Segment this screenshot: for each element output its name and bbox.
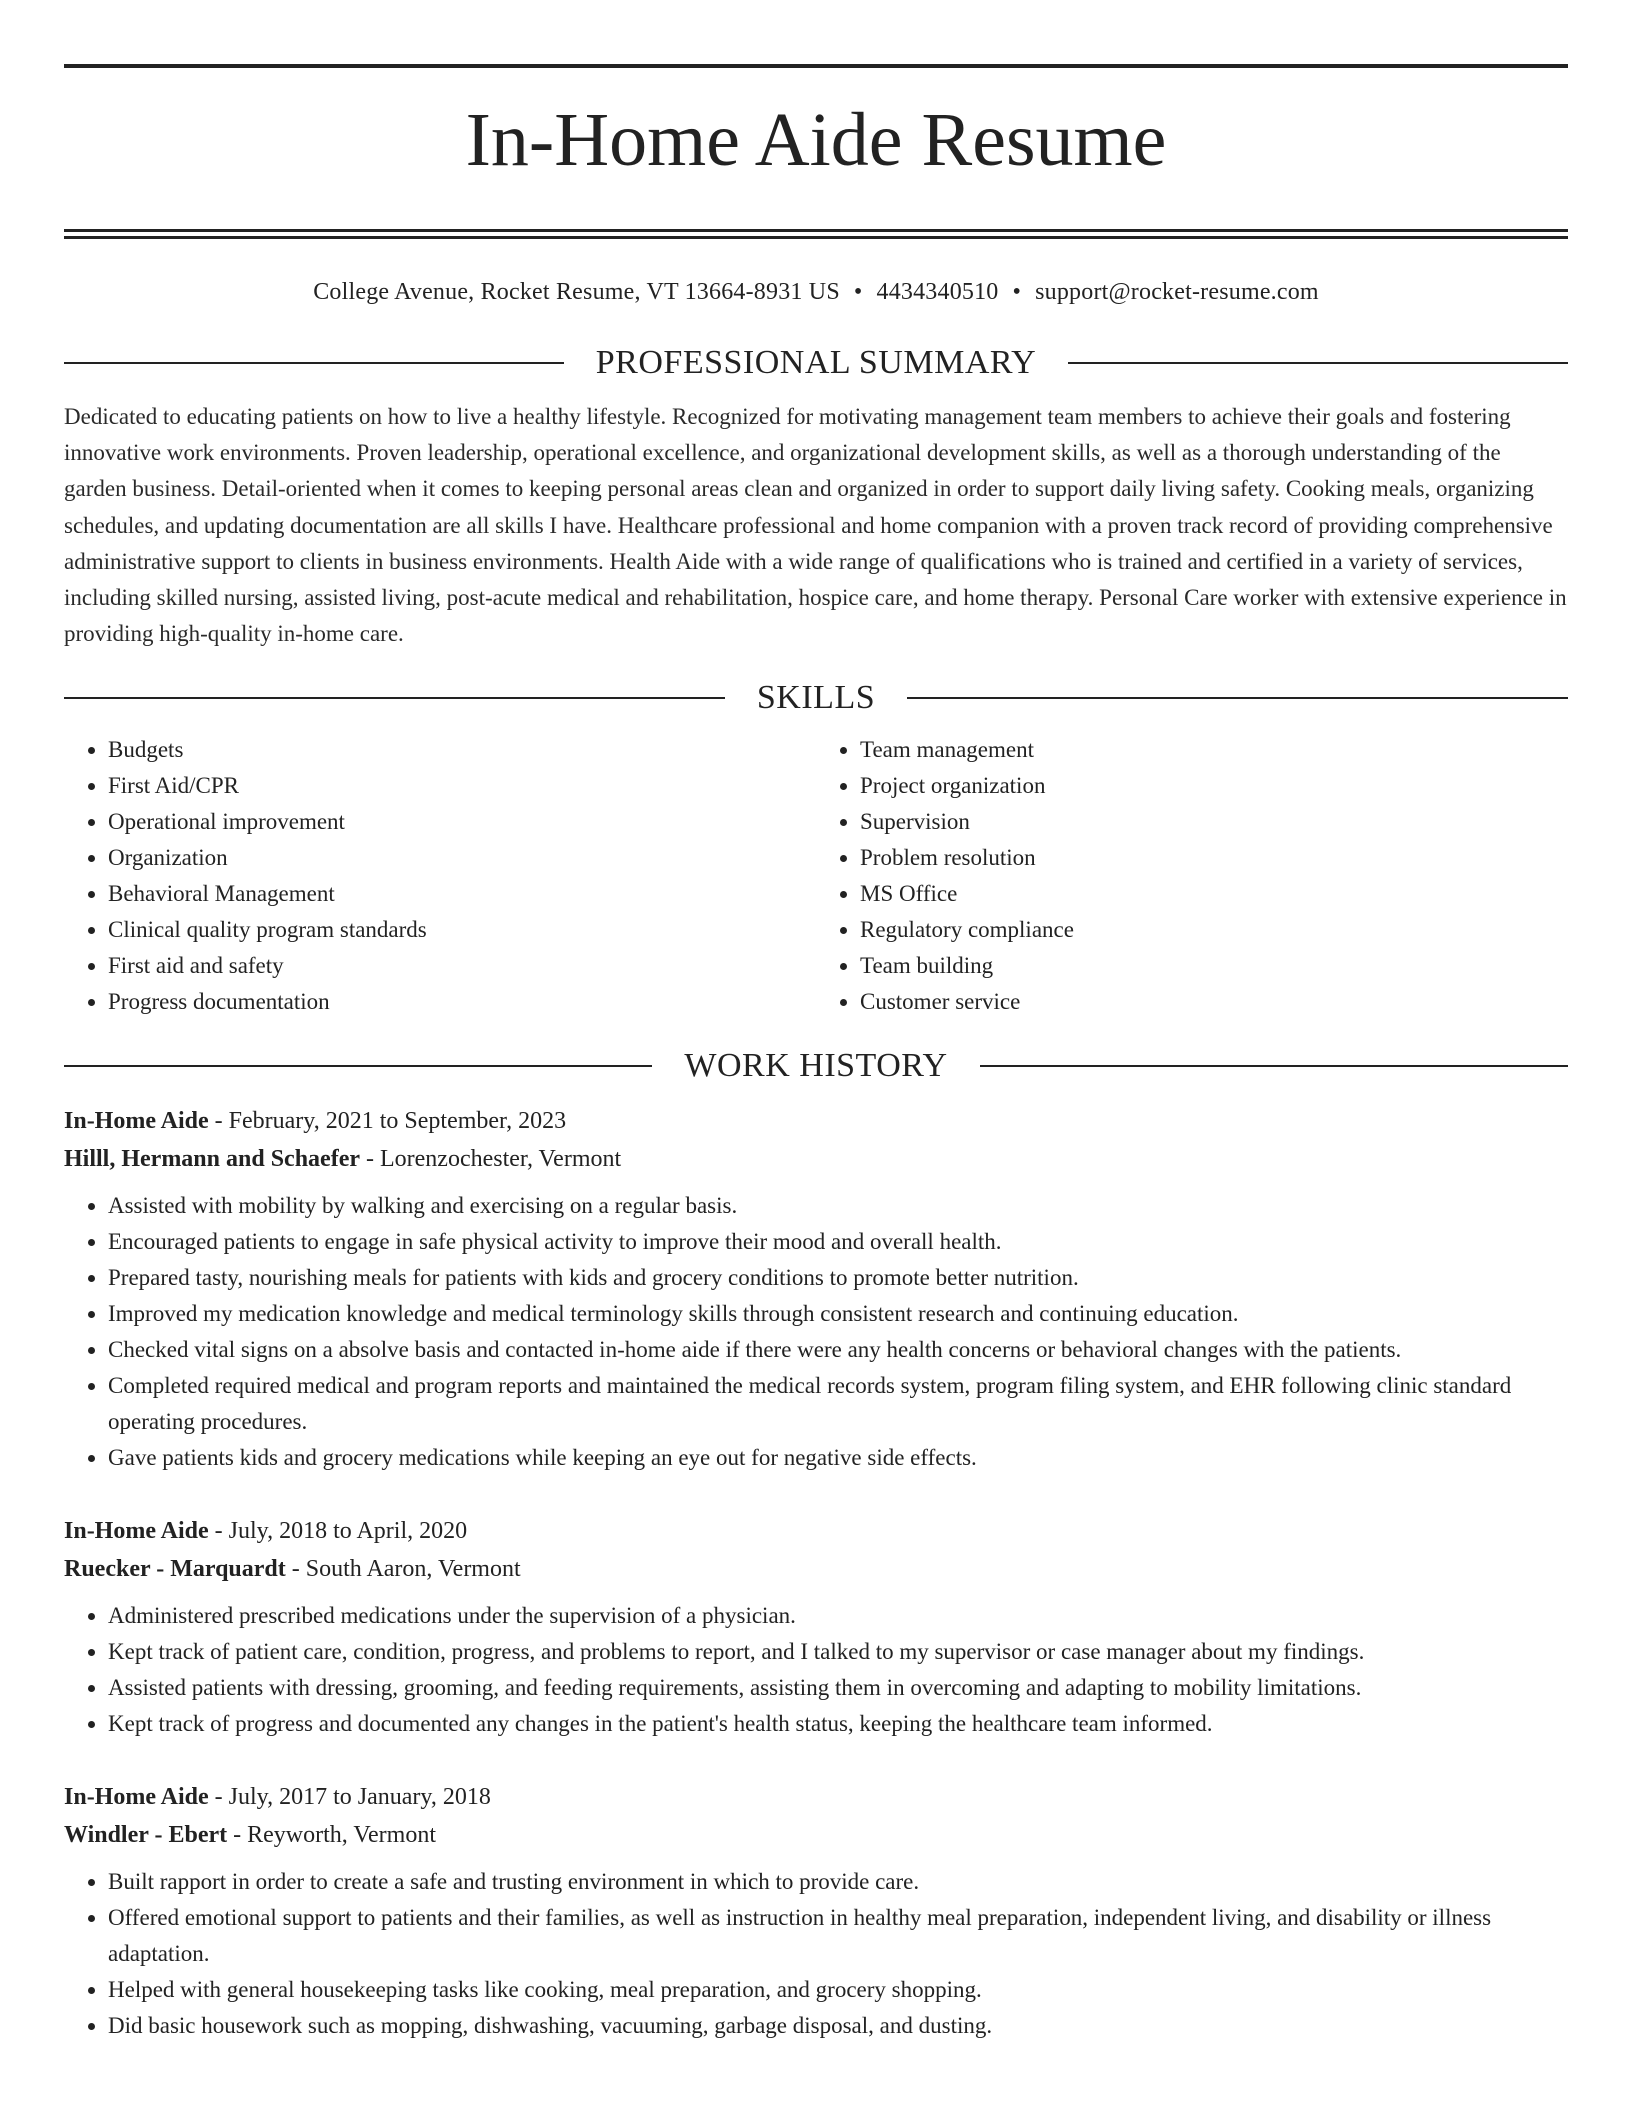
job-company-line	[64, 1816, 1568, 1854]
job-entry	[64, 1102, 1568, 1476]
job-bullet: • Kept track of patient care, condition, progress, and problems to report, and I talked to my supervisor or case manager about my findings.	[108, 1634, 1568, 1670]
job-bullet: • Gave patients kids and grocery medications while keeping an eye out for negative side effects.	[108, 1440, 1568, 1476]
job-entry	[64, 1778, 1568, 2044]
contact-email: support@rocket-resume.com	[1035, 278, 1319, 305]
contact-address: College Avenue, Rocket Resume, VT 13664-8931 US	[313, 278, 840, 305]
job-location: - Reyworth, Vermont	[227, 1822, 436, 1849]
skill-item: • First aid and safety	[108, 948, 816, 984]
skill-item: • Progress documentation	[108, 984, 816, 1020]
job-dates: - July, 2018 to April, 2020	[208, 1518, 468, 1545]
skills-heading	[64, 678, 1568, 718]
job-bullet: • Assisted patients with dressing, grooming, and feeding requirements, assisting them in overcoming and adapting to mobility limitations.	[108, 1670, 1568, 1706]
job-bullet: • Prepared tasty, nourishing meals for patients with kids and grocery conditions to promote better nutrition.	[108, 1260, 1568, 1296]
job-bullets	[64, 1598, 1568, 1742]
heading-rule-right	[1068, 362, 1568, 364]
skill-item: • Supervision	[860, 804, 1568, 840]
skill-item: • Regulatory compliance	[860, 912, 1568, 948]
skill-item: • Team management	[860, 732, 1568, 768]
contact-line	[64, 277, 1568, 307]
job-bullets	[64, 1864, 1568, 2044]
job-company: Hilll, Hermann and Schaefer	[64, 1146, 360, 1173]
skill-item: • MS Office	[860, 876, 1568, 912]
skill-item: • Operational improvement	[108, 804, 816, 840]
job-bullet: • Assisted with mobility by walking and exercising on a regular basis.	[108, 1188, 1568, 1224]
skill-item: • Customer service	[860, 984, 1568, 1020]
job-bullets	[64, 1188, 1568, 1476]
heading-rule-right	[907, 697, 1568, 699]
job-bullet: • Encouraged patients to engage in safe physical activity to improve their mood and overall health.	[108, 1224, 1568, 1260]
job-title: In-Home Aide	[64, 1784, 209, 1811]
skill-item: • First Aid/CPR	[108, 768, 816, 804]
skill-item: • Team building	[860, 948, 1568, 984]
page-title: In-Home Aide Resume	[465, 98, 1167, 182]
job-bullet: • Improved my medication knowledge and medical terminology skills through consistent research and continuing education.	[108, 1296, 1568, 1332]
skills-column-right	[816, 732, 1568, 1020]
skill-item: • Organization	[108, 840, 816, 876]
job-bullet: • Completed required medical and program reports and maintained the medical records system, program filing system, and EHR following clinic standard operating procedures.	[108, 1368, 1568, 1440]
job-company: Ruecker - Marquardt	[64, 1556, 286, 1583]
job-entry	[64, 1512, 1568, 1742]
job-title: In-Home Aide	[64, 1518, 209, 1545]
heading-rule-right	[980, 1065, 1568, 1067]
summary-heading	[64, 343, 1568, 383]
work-heading	[64, 1046, 1568, 1086]
skill-item: • Problem resolution	[860, 840, 1568, 876]
contact-separator: •	[1012, 278, 1022, 305]
job-bullet: • Built rapport in order to create a safe and trusting environment in which to provide care.	[108, 1864, 1568, 1900]
job-bullet: • Helped with general housekeeping tasks like cooking, meal preparation, and grocery shopping.	[108, 1972, 1568, 2008]
contact-separator: •	[853, 278, 863, 305]
summary-text: Dedicated to educating patients on how to live a healthy lifestyle. Recognized for motivating management team members to achieve their goals and fostering innovative work environments. Proven leadership, operational excellence, and organizational development skills, as well as a thorough understanding of the garden business. Detail-oriented when it comes to keeping personal areas clean and organized in order to support daily living safety. Cooking meals, organizing schedules, and updating documentation are all skills I have. Healthcare professional and home companion with a proven track record of providing comprehensive administrative support to clients in business environments. Health Aide with a wide range of qualifications who is trained and certified in a variety of services, including skilled nursing, assisted living, post-acute medical and rehabilitation, hospice care, and home therapy. Personal Care worker with extensive experience in providing high-quality in-home care.	[64, 403, 1567, 647]
job-dates: - July, 2017 to January, 2018	[208, 1784, 491, 1811]
contact-phone: 4434340510	[876, 278, 999, 305]
job-company-line	[64, 1140, 1568, 1178]
heading-rule-left	[64, 362, 564, 364]
heading-rule-left	[64, 1065, 652, 1067]
skill-item: • Project organization	[860, 768, 1568, 804]
job-bullet: • Checked vital signs on a absolve basis and contacted in-home aide if there were any health concerns or behavioral changes with the patients.	[108, 1332, 1568, 1368]
job-location: - Lorenzochester, Vermont	[360, 1146, 622, 1173]
skill-item: • Behavioral Management	[108, 876, 816, 912]
job-location: - South Aaron, Vermont	[285, 1556, 521, 1583]
skills-heading-label: SKILLS	[756, 679, 876, 717]
job-dates: - February, 2021 to September, 2023	[208, 1108, 567, 1135]
job-company-line	[64, 1550, 1568, 1588]
work-heading-label: WORK HISTORY	[684, 1047, 948, 1085]
summary-heading-label: PROFESSIONAL SUMMARY	[595, 343, 1037, 381]
skill-item: • Budgets	[108, 732, 816, 768]
skills-list	[64, 732, 1568, 1020]
job-bullet: • Did basic housework such as mopping, dishwashing, vacuuming, garbage disposal, and dusting.	[108, 2008, 1568, 2044]
job-title-line	[64, 1778, 1568, 1816]
job-bullet: • Kept track of progress and documented any changes in the patient's health status, keeping the healthcare team informed.	[108, 1706, 1568, 1742]
skill-item: • Clinical quality program standards	[108, 912, 816, 948]
job-company: Windler - Ebert	[64, 1822, 228, 1849]
job-title-line	[64, 1102, 1568, 1140]
job-title: In-Home Aide	[64, 1108, 209, 1135]
skills-column-left	[64, 732, 816, 1020]
heading-rule-left	[64, 697, 725, 699]
top-rule	[64, 64, 1568, 68]
job-title-line	[64, 1512, 1568, 1550]
job-bullet: • Administered prescribed medications under the supervision of a physician.	[108, 1598, 1568, 1634]
job-bullet: • Offered emotional support to patients and their families, as well as instruction in healthy meal preparation, independent living, and disability or illness adaptation.	[108, 1900, 1568, 1972]
double-rule	[64, 229, 1568, 239]
